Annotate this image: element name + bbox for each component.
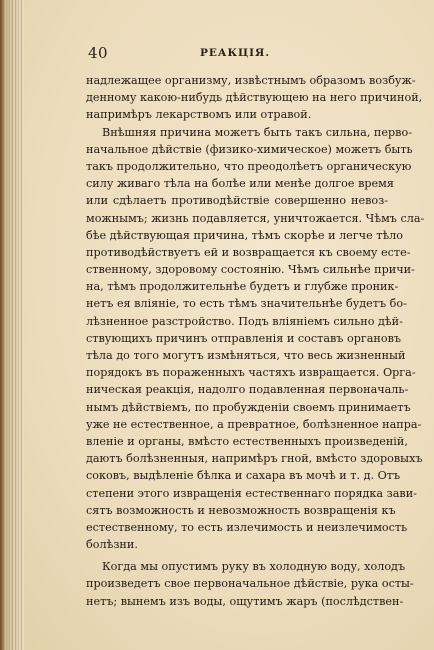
text-line: ственному, здоровому состоянію. Чѣмъ сильнѣе причи- [86, 263, 415, 277]
text-line: противодѣйствуетъ ей и возвращается къ своему есте- [86, 245, 411, 259]
text-line: нетъ ея вліяніе, то есть тѣмъ значительнѣе будетъ бо- [86, 297, 407, 311]
paragraph [86, 72, 423, 124]
paragraph [86, 558, 414, 610]
text-line: сятъ возможность и невозможность возвращенія къ [86, 503, 396, 517]
text-line: бѣе дѣйствующая причина, тѣмъ скорѣе и легче тѣло [86, 228, 404, 242]
text-line: напримѣръ лекарствомъ или отравой. [86, 108, 312, 122]
text-line: нетъ; вынемъ изъ воды, ощутимъ жаръ (послѣдствен- [86, 594, 404, 608]
body-text [86, 72, 425, 610]
text-line: на, тѣмъ продолжительнѣе будетъ и глубже проник- [86, 280, 399, 294]
text-line: нымъ дѣйствіемъ, по пробужденіи своемъ принимаетъ [86, 400, 411, 414]
page-number: 40 [88, 44, 109, 62]
book-binding-edge [0, 0, 24, 650]
text-line: надлежащее организму, извѣстнымъ образомъ возбуж- [86, 74, 416, 87]
text-line: можнымъ; жизнь подавляется, уничтожается. Чѣмъ сла- [86, 211, 425, 225]
text-line: денному какою-нибудь дѣйствующею на него причиной, [86, 91, 423, 105]
text-line: уже не естественное, а превратное, болѣзненное напра- [86, 417, 422, 431]
text-line: лѣзненное разстройство. Подъ вліяніемъ сильно дѣй- [86, 314, 403, 328]
running-title: РЕАКЦІЯ. [200, 47, 270, 59]
text-line: порядокъ въ пораженныхъ частяхъ извращается. Орга- [86, 366, 416, 380]
text-line: соковъ, выдѣленіе бѣлка и сахара въ мочѣ и т. д. Отъ [86, 469, 401, 483]
paragraph [86, 124, 425, 554]
text-line: силу живаго тѣла на болѣе или менѣе долгое время [86, 177, 394, 191]
text-line: произведетъ свое первоначальное дѣйствіе, рука осты- [86, 577, 414, 591]
text-line: Внѣшняя причина можетъ быть такъ сильна, перво- [102, 125, 412, 139]
text-line: вленіе и органы, вмѣсто естественныхъ произведеній, [86, 434, 408, 448]
text-line: ствующихъ причинъ отправленія и составъ органовъ [86, 331, 402, 345]
text-line: болѣзни. [86, 538, 138, 552]
text-line: естественному, то есть излечимость и неизлечимость [86, 520, 408, 534]
text-line: тѣла до того могутъ измѣняться, что весь жизненный [86, 349, 406, 362]
text-line: такъ продолжительно, что преодолѣетъ органическую [86, 159, 412, 173]
text-line: даютъ болѣзненныя, напримѣръ гной, вмѣсто здоровыхъ [86, 452, 423, 466]
text-line: Когда мы опустимъ руку въ холодную воду, холодъ [102, 560, 406, 574]
text-line: степени этого извращенія естественнаго порядка зави- [86, 486, 417, 500]
text-line: или сдѣлаетъ противодѣйствіе совершенно невоз- [86, 194, 388, 208]
text-line: начальное дѣйствіе (физико-химическое) можетъ быть [86, 142, 413, 156]
text-line: ническая реакція, надолго подавленная первоначаль- [86, 383, 409, 397]
page-header [0, 44, 434, 64]
